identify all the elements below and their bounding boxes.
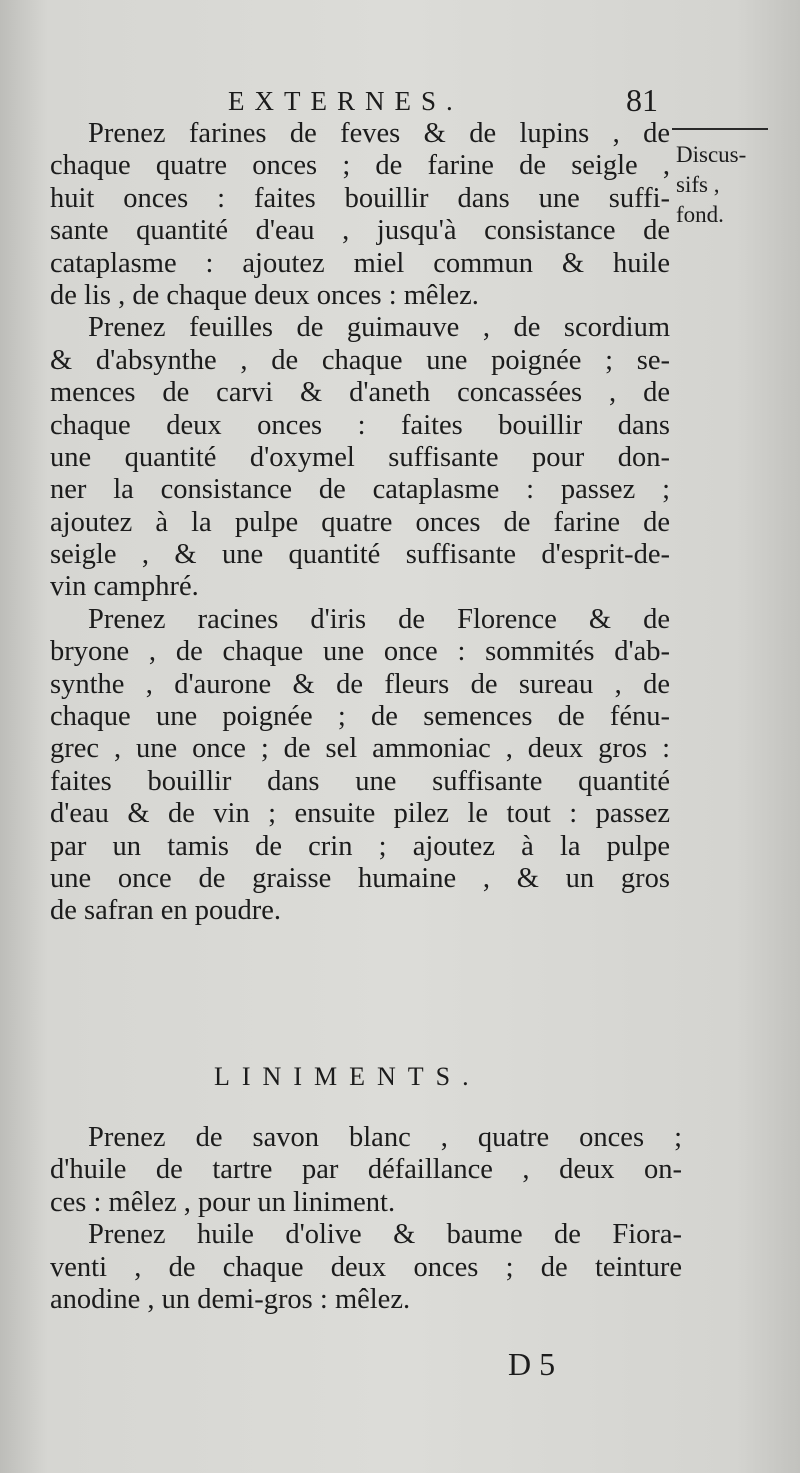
section-text: [50, 1122, 682, 1316]
text-line: Prenez huile d'olive & baume de Fiora-: [88, 1219, 682, 1251]
text-line: venti , de chaque deux onces ; de teinture: [50, 1251, 682, 1283]
text-line: Prenez racines d'iris de Florence & de: [88, 603, 670, 635]
text-line: vin camphré.: [50, 571, 199, 603]
text-line: chaque quatre onces ; de farine de seigle ,: [50, 150, 670, 182]
text-line: synthe , d'aurone & de fleurs de sureau , de: [50, 668, 670, 700]
margin-note-line: sifs ,: [676, 172, 720, 197]
text-line: d'huile de tartre par défaillance , deux on-: [50, 1154, 682, 1186]
margin-note: [676, 140, 786, 230]
text-line: mences de carvi & d'aneth concassées , de: [50, 377, 670, 409]
text-line: chaque une poignée ; de semences de fénu-: [50, 701, 670, 733]
text-line: ces : mêlez , pour un liniment.: [50, 1186, 396, 1218]
text-line: sante quantité d'eau , jusqu'à consistance de: [50, 215, 670, 247]
text-line: & d'absynthe , de chaque une poignée ; se-: [50, 344, 670, 376]
page-number: 81: [626, 82, 658, 118]
signature-mark: D 5: [508, 1346, 556, 1382]
margin-note-line: fond.: [676, 202, 724, 227]
text-line: Prenez feuilles de guimauve , de scordium: [88, 312, 670, 344]
text-line: chaque deux onces : faites bouillir dans: [50, 409, 670, 441]
running-head: EXTERNES.: [228, 86, 463, 116]
text-line: Prenez de savon blanc , quatre onces ;: [88, 1122, 682, 1153]
text-line: anodine , un demi-gros : mêlez.: [50, 1283, 411, 1315]
section-title: LINIMENTS.: [214, 1062, 481, 1091]
main-text: [50, 118, 670, 928]
text-line: bryone , de chaque une once : sommités d'ab-: [50, 636, 670, 668]
text-line: de lis , de chaque deux onces : mêlez.: [50, 279, 479, 311]
text-line: Prenez farines de feves & de lupins , de: [88, 118, 670, 149]
text-line: d'eau & de vin ; ensuite pilez le tout : passez: [50, 798, 670, 830]
text-line: de safran en poudre.: [50, 895, 282, 927]
text-line: grec , une once ; de sel ammoniac , deux gros :: [50, 733, 670, 765]
text-line: ajoutez à la pulpe quatre onces de farine de: [50, 506, 670, 538]
text-line: cataplasme : ajoutez miel commun & huile: [50, 247, 670, 279]
text-line: faites bouillir dans une suffisante quantité: [50, 765, 670, 797]
text-line: une quantité d'oxymel suffisante pour don-: [50, 441, 670, 473]
text-line: huit onces : faites bouillir dans une suffi-: [50, 182, 670, 214]
margin-rule: [672, 128, 768, 130]
text-line: seigle , & une quantité suffisante d'esprit-de-: [50, 539, 670, 571]
margin-note-line: Discus-: [676, 142, 747, 167]
text-line: ner la consistance de cataplasme : passez ;: [50, 474, 670, 506]
text-line: une once de graisse humaine , & un gros: [50, 862, 670, 894]
text-line: par un tamis de crin ; ajoutez à la pulpe: [50, 830, 670, 862]
